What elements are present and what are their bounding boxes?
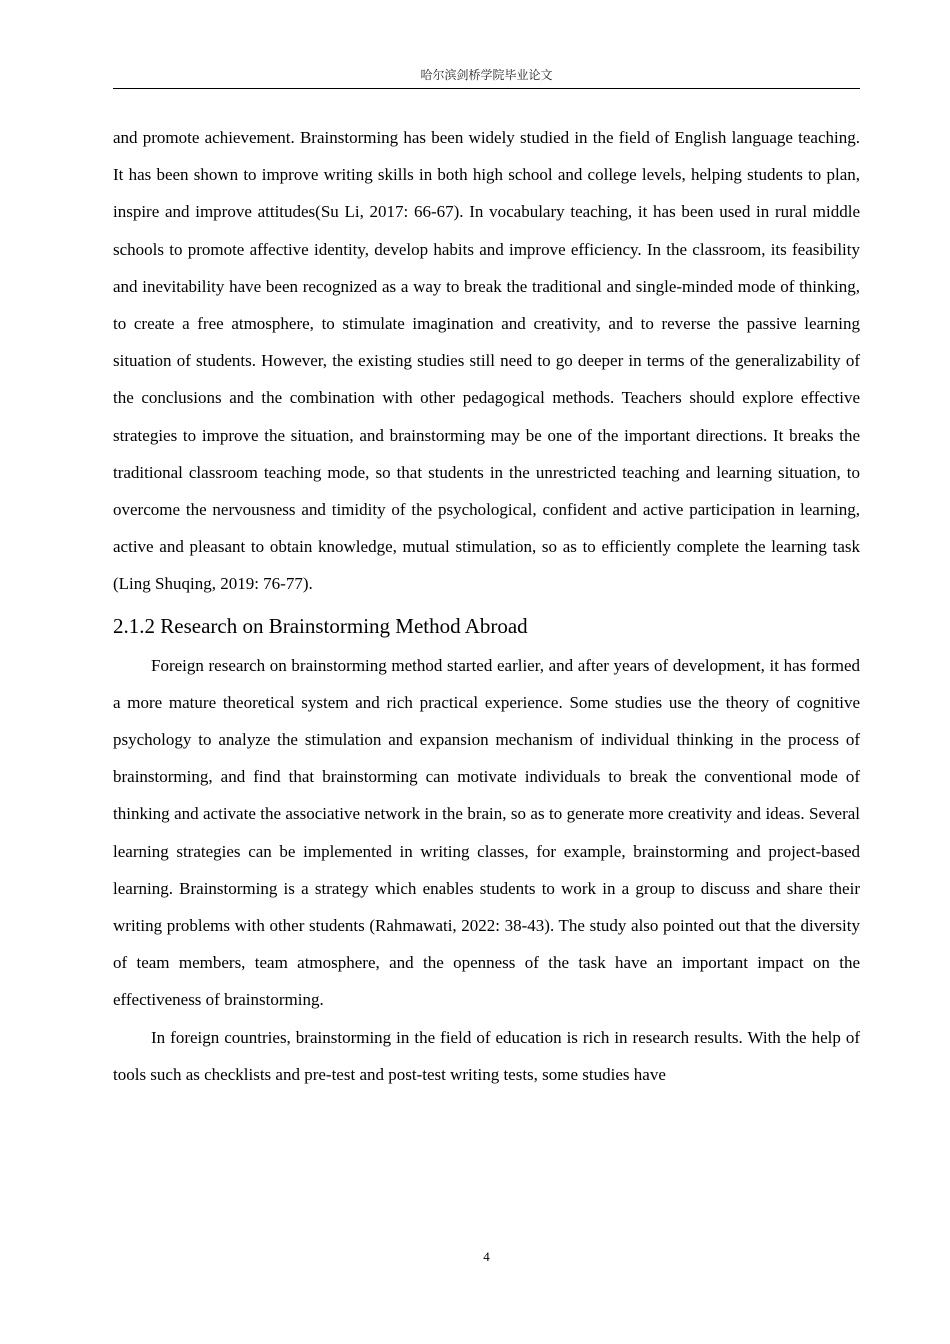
section-heading: 2.1.2 Research on Brainstorming Method Abroad [113,613,528,638]
paragraph-continued: and promote achievement. Brainstorming has been widely studied in the field of English language teaching. It has been shown to improve writing skills in both high school and college levels, helping students to plan, inspire and improve attitudes(Su Li, 2017: 66-67). In vocabulary teaching, it has been used in rural middle schools to promote affective identity, develop habits and improve efficiency. In the classroom, its feasibility and inevitability have been recognized as a way to break the traditional and single-minded mode of thinking, to create a free atmosphere, to stimulate imagination and creativity, and to reverse the passive learning situation of students. However, the existing studies still need to go deeper in terms of the generalizability of the conclusions and the combination with other pedagogical methods. Teachers should explore effective strategies to improve the situation, and brainstorming may be one of the important directions. It breaks the traditional classroom teaching mode, so that students in the unrestricted teaching and learning situation, to overcome the nervousness and timidity of the psychological, confident and active participation in learning, active and pleasant to obtain knowledge, mutual stimulation, so as to efficiently complete the learning task (Ling Shuqing, 2019: 76-77). [113,128,860,594]
header-rule [113,88,860,89]
body-text [113,119,860,1093]
page-number: 4 [483,1249,490,1264]
paragraph: Foreign research on brainstorming method started earlier, and after years of development, it has formed a more mature theoretical system and rich practical experience. Some studies use the theory of cognitive psychology to analyze the stimulation and expansion mechanism of individual thinking in the process of brainstorming, and find that brainstorming can motivate individuals to break the conventional mode of thinking and activate the associative network in the brain, so as to generate more creativity and ideas. Several learning strategies can be implemented in writing classes, for example, brainstorming and project-based learning. Brainstorming is a strategy which enables students to work in a group to discuss and share their writing problems with other students (Rahmawati, 2022: 38-43). The study also pointed out that the diversity of team members, team atmosphere, and the openness of the task have an important impact on the effectiveness of brainstorming. [113,655,860,1010]
running-header: 哈尔滨剑桥学院毕业论文 [420,68,553,82]
paragraph: In foreign countries, brainstorming in the field of education is rich in research results. With the help of tools such as checklists and pre-test and post-test writing tests, some studies have [113,1027,860,1084]
